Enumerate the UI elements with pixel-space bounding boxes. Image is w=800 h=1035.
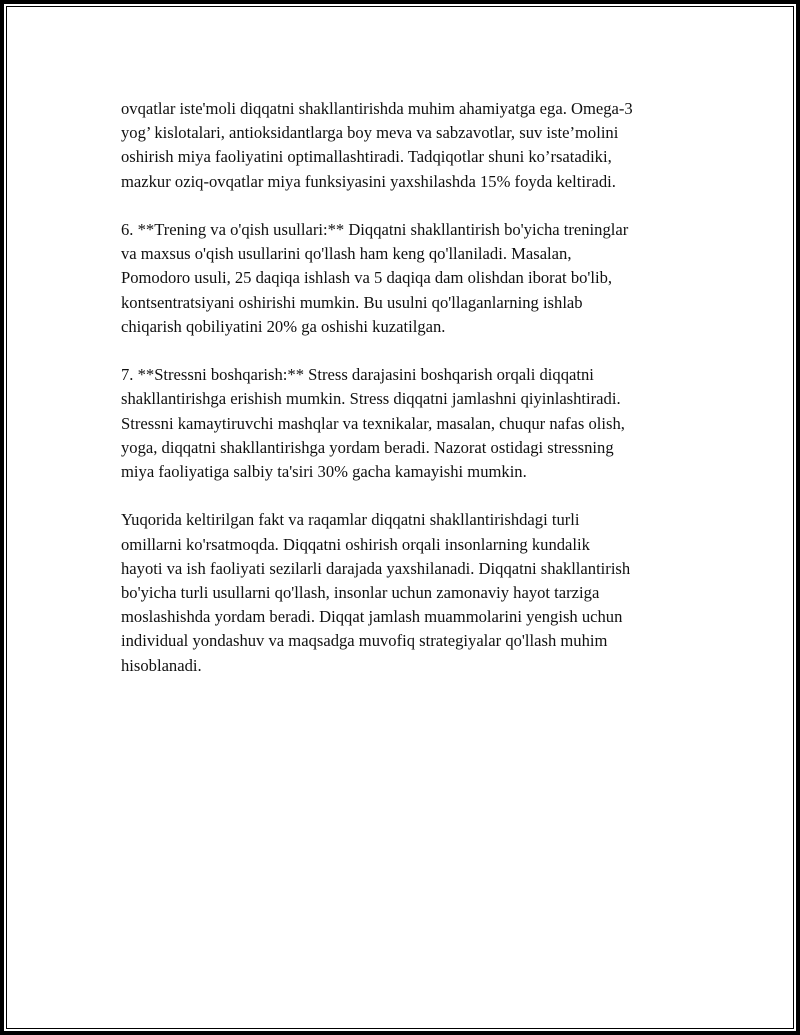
text-line: omillarni ko'rsatmoqda. Diqqatni oshirish orqali insonlarning kundalik	[121, 534, 590, 554]
text-line: kontsentratsiyani oshirishi mumkin. Bu usulni qo'llaganlarning ishlab	[121, 292, 583, 312]
paragraph-conclusion	[121, 508, 691, 677]
text-line: moslashishda yordam beradi. Diqqat jamlash muammolarini yengish uchun	[121, 607, 623, 627]
text-line: mazkur oziq-ovqatlar miya funksiyasini yaxshilashda 15% foyda keltiradi.	[121, 171, 616, 191]
paragraph-stress-management	[121, 363, 691, 484]
text-line: ovqatlar iste'moli diqqatni shakllantirishda muhim ahamiyatga ega. Omega-3	[121, 99, 633, 118]
text-line: yoga, diqqatni shakllantirishga yordam beradi. Nazorat ostidagi stressning	[121, 437, 614, 457]
text-line: Pomodoro usuli, 25 daqiqa ishlash va 5 daqiqa dam olishdan iborat bo'lib,	[121, 268, 613, 288]
text-line: chiqarish qobiliyatini 20% ga oshishi kuzatilgan.	[121, 316, 446, 336]
text-line: va maxsus o'qish usullarini qo'llash ham keng qo'llaniladi. Masalan,	[121, 244, 572, 264]
text-line: Yuqorida keltirilgan fakt va raqamlar diqqatni shakllantirishdagi turli	[121, 510, 580, 530]
paragraph-training-methods	[121, 218, 691, 339]
text-line: hayoti va ish faoliyati sezilarli darajada yaxshilanadi. Diqqatni shakllantirish	[121, 558, 631, 578]
text-line: individual yondashuv va maqsadga muvofiq strategiyalar qo'llash muhim	[121, 631, 608, 651]
paragraph-nutrition	[121, 97, 691, 194]
text-line: Stressni kamaytiruvchi mashqlar va texnikalar, masalan, chuqur nafas olish,	[121, 413, 625, 433]
text-line: 7. **Stressni boshqarish:** Stress darajasini boshqarish orqali diqqatni	[121, 365, 594, 385]
text-line: bo'yicha turli usullarni qo'llash, insonlar uchun zamonaviy hayot tarziga	[121, 583, 600, 603]
text-line: miya faoliyatiga salbiy ta'siri 30% gacha kamayishi mumkin.	[121, 462, 527, 482]
text-line: oshirish miya faoliyatini optimallashtiradi. Tadqiqotlar shuni ko’rsatadiki,	[121, 147, 612, 167]
text-line: 6. **Trening va o'qish usullari:** Diqqatni shakllantirish bo'yicha treninglar	[121, 220, 629, 239]
text-line: hisoblanadi.	[121, 655, 202, 675]
text-line: shakllantirishga erishish mumkin. Stress diqqatni jamlashni qiyinlashtiradi.	[121, 389, 621, 409]
text-line: yog’ kislotalari, antioksidantlarga boy meva va sabzavotlar, suv iste’molini	[121, 123, 619, 143]
document-body	[121, 97, 691, 702]
